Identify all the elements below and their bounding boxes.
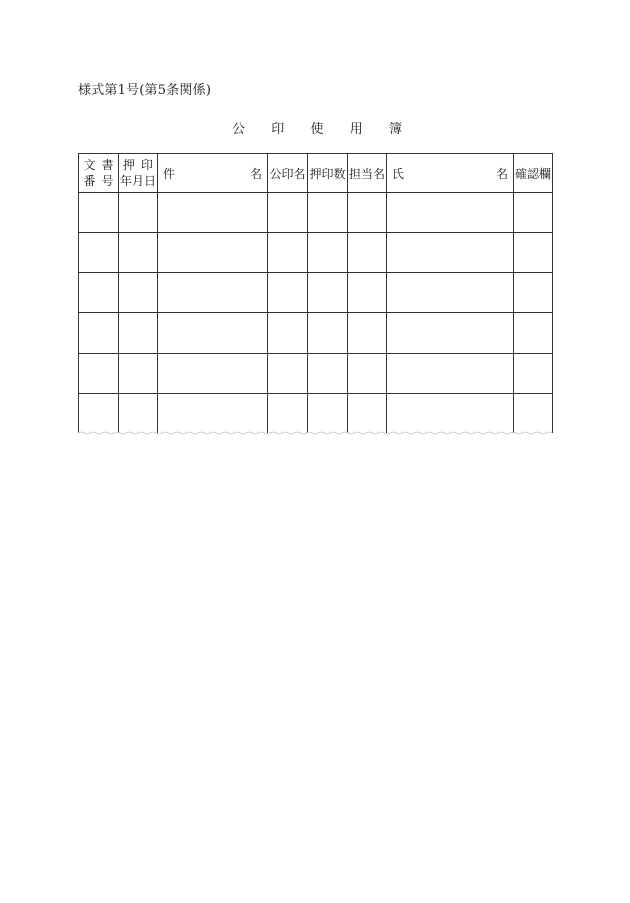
table-cell[interactable] <box>308 193 348 233</box>
table-row <box>79 353 553 393</box>
table-cell[interactable] <box>79 393 119 433</box>
table-cell[interactable] <box>119 233 158 273</box>
table-cell[interactable] <box>158 193 268 233</box>
table-cell[interactable] <box>387 353 514 393</box>
table-cell[interactable] <box>79 193 119 233</box>
torn-edge-line <box>78 432 552 434</box>
table-cell[interactable] <box>158 353 268 393</box>
title-char: 使 <box>310 122 324 137</box>
table-cell[interactable] <box>119 353 158 393</box>
table-cell[interactable] <box>119 193 158 233</box>
table-cell[interactable] <box>268 393 308 433</box>
header-seal-count: 押印数 <box>308 154 348 193</box>
header-confirmation: 確認欄 <box>514 154 553 193</box>
table-cell[interactable] <box>119 273 158 313</box>
table-cell[interactable] <box>79 353 119 393</box>
table-row <box>79 313 553 353</box>
table-cell[interactable] <box>119 313 158 353</box>
title-char: 用 <box>349 122 363 137</box>
table-cell[interactable] <box>79 313 119 353</box>
header-subject: 件 名 <box>158 154 268 193</box>
table-cell[interactable] <box>348 313 387 353</box>
table-cell[interactable] <box>514 193 553 233</box>
table-cell[interactable] <box>158 313 268 353</box>
table-cell[interactable] <box>268 193 308 233</box>
table-cell[interactable] <box>79 233 119 273</box>
table-cell[interactable] <box>387 313 514 353</box>
table-cell[interactable] <box>268 233 308 273</box>
table-cell[interactable] <box>268 273 308 313</box>
seal-usage-table <box>78 153 553 433</box>
table-row <box>79 233 553 273</box>
form-number: 様式第1号(第5条関係) <box>78 83 212 98</box>
header-seal-name: 公印名 <box>268 154 308 193</box>
header-row <box>79 154 553 193</box>
table-cell[interactable] <box>514 393 553 433</box>
header-seal-date: 押 印 年月日 <box>119 154 158 193</box>
table-cell[interactable] <box>268 353 308 393</box>
table-cell[interactable] <box>514 273 553 313</box>
header-person-in-charge: 担当名 <box>348 154 387 193</box>
table-cell[interactable] <box>348 233 387 273</box>
title-char: 簿 <box>388 122 402 137</box>
table-cell[interactable] <box>514 233 553 273</box>
table-cell[interactable] <box>268 313 308 353</box>
table-row <box>79 273 553 313</box>
table-cell[interactable] <box>308 233 348 273</box>
table-cell[interactable] <box>348 273 387 313</box>
table-body <box>79 193 553 434</box>
table-cell[interactable] <box>348 193 387 233</box>
table-cell[interactable] <box>308 353 348 393</box>
header-full-name: 氏 名 <box>387 154 514 193</box>
table-cell[interactable] <box>387 193 514 233</box>
title-char: 公 <box>232 122 246 137</box>
table-cell[interactable] <box>308 313 348 353</box>
table-cell[interactable] <box>348 353 387 393</box>
table-cell[interactable] <box>387 273 514 313</box>
torn-edge <box>78 430 552 436</box>
table-cell[interactable] <box>387 393 514 433</box>
title-char: 印 <box>271 122 285 137</box>
table-cell[interactable] <box>308 393 348 433</box>
table-cell[interactable] <box>514 313 553 353</box>
document-title <box>232 118 402 137</box>
table-cell[interactable] <box>308 273 348 313</box>
table-cell[interactable] <box>158 233 268 273</box>
table-row <box>79 193 553 233</box>
table-cell[interactable] <box>387 233 514 273</box>
table-cell[interactable] <box>158 393 268 433</box>
table-cell[interactable] <box>514 353 553 393</box>
table-cell[interactable] <box>119 393 158 433</box>
header-doc-number: 文 書 番 号 <box>79 154 119 193</box>
table-cell[interactable] <box>158 273 268 313</box>
table-cell[interactable] <box>348 393 387 433</box>
table-row <box>79 393 553 433</box>
table-cell[interactable] <box>79 273 119 313</box>
